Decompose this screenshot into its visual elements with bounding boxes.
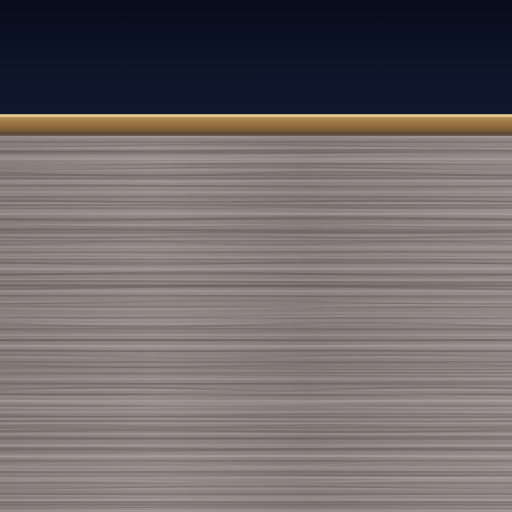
brass-trim-edge [0, 114, 512, 136]
grain-streak [0, 272, 512, 275]
grain-streak [0, 337, 512, 339]
grain-streak [0, 330, 512, 332]
grain-streak [0, 448, 512, 452]
grain-streak [0, 456, 512, 458]
grain-streak [0, 225, 512, 228]
grain-streak [0, 242, 512, 245]
grain-streak [0, 313, 512, 315]
grain-streak [0, 286, 512, 289]
grain-streak [0, 136, 512, 139]
grain-streak [0, 480, 512, 484]
wood-grain-lines [0, 136, 512, 512]
grain-streak [0, 261, 512, 265]
grain-streak [0, 437, 512, 438]
grain-streak [0, 382, 512, 384]
grain-streak [0, 153, 512, 157]
grain-streak [0, 207, 512, 211]
grain-streak [0, 363, 512, 367]
grain-streak [0, 193, 512, 195]
grain-streak [0, 375, 512, 377]
grain-streak [0, 418, 512, 420]
grain-streak [0, 201, 512, 203]
wood-grain-panel [0, 136, 512, 512]
grain-streak [0, 180, 512, 184]
grain-streak [0, 495, 512, 497]
grain-streak [0, 413, 512, 416]
grain-streak [0, 172, 512, 176]
grain-streak [0, 249, 512, 251]
grain-streak [0, 425, 512, 427]
grain-streak [0, 400, 512, 404]
dark-navy-panel [0, 0, 512, 114]
grain-streak [0, 229, 512, 232]
grain-streak [0, 236, 512, 237]
grain-streak [0, 406, 512, 408]
grain-streak [0, 368, 512, 370]
grain-streak [0, 486, 512, 489]
grain-streak [0, 469, 512, 471]
grain-streak [0, 167, 512, 170]
grain-streak [0, 350, 512, 351]
grain-streak [0, 254, 512, 256]
grain-streak [0, 316, 512, 320]
grain-streak [0, 305, 512, 309]
grain-streak [0, 507, 512, 508]
grain-streak [0, 462, 512, 466]
grain-streak [0, 185, 512, 188]
grain-streak [0, 446, 512, 447]
grain-streak [0, 268, 512, 269]
grain-streak [0, 144, 512, 147]
grain-streak [0, 430, 512, 431]
grain-streak [0, 344, 512, 347]
grain-streak [0, 217, 512, 220]
grain-streak [0, 498, 512, 501]
grain-streak [0, 475, 512, 478]
trim-highlight [0, 115, 512, 117]
grain-streak [0, 393, 512, 396]
grain-streak [0, 281, 512, 283]
grain-streak [0, 211, 512, 213]
grain-streak [0, 355, 512, 357]
grain-streak [0, 387, 512, 390]
grain-streak [0, 295, 512, 298]
grain-streak [0, 150, 512, 152]
grain-streak [0, 161, 512, 164]
grain-streak [0, 323, 512, 327]
